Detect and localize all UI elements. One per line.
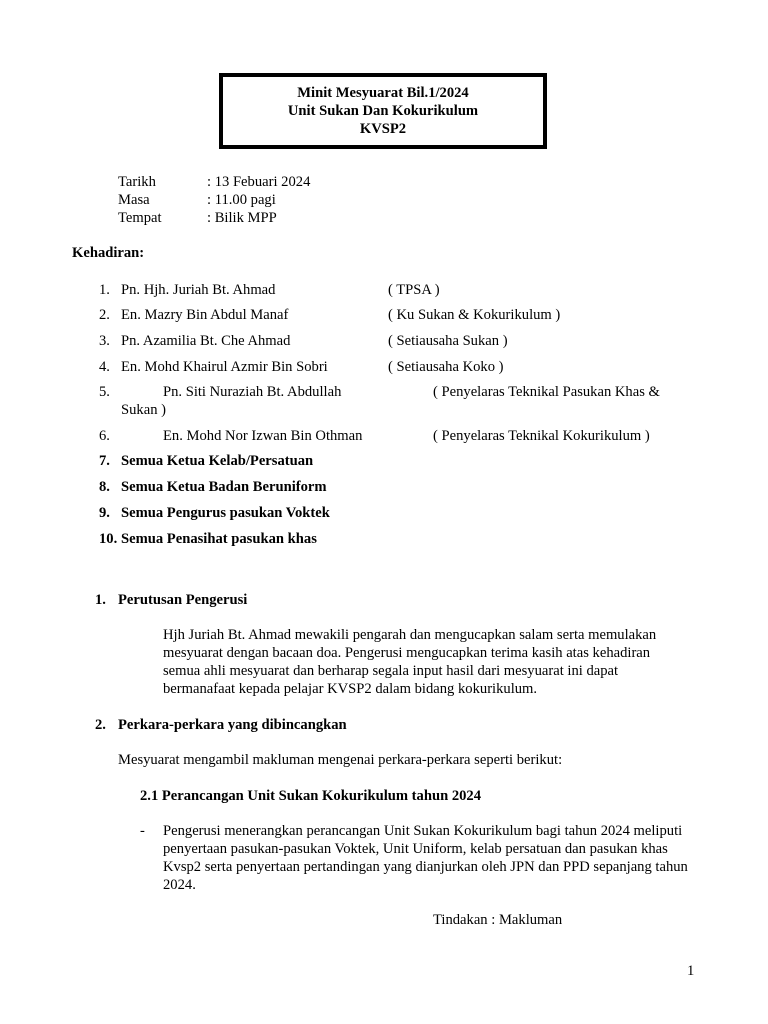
meta-label-time: Masa <box>118 192 150 208</box>
list-item-name: Pn. Hjh. Juriah Bt. Ahmad <box>121 282 276 298</box>
list-item-number: 10. <box>99 531 118 547</box>
list-item-name: Semua Pengurus pasukan Voktek <box>121 505 330 521</box>
attendance-heading: Kehadiran: <box>72 245 145 261</box>
title-line-1: Minit Mesyuarat Bil.1/2024 <box>297 85 469 101</box>
bullet-dash: - <box>140 823 145 839</box>
list-item-name: En. Mohd Nor Izwan Bin Othman <box>163 428 363 444</box>
list-item-number: 8. <box>99 479 110 495</box>
list-item-role-continued: Sukan ) <box>121 402 166 418</box>
list-item-name: Semua Ketua Badan Beruniform <box>121 479 327 495</box>
list-item-number: 3. <box>99 333 110 349</box>
list-item-number: 1. <box>99 282 110 298</box>
list-item-name: Pn. Azamilia Bt. Che Ahmad <box>121 333 291 349</box>
list-item-number: 7. <box>99 453 110 469</box>
meta-label-place: Tempat <box>118 210 162 226</box>
section-2-title: Perkara-perkara yang dibincangkan <box>118 717 347 733</box>
list-item-name: En. Mazry Bin Abdul Manaf <box>121 307 289 323</box>
meta-value-time: : 11.00 pagi <box>207 192 276 208</box>
meta-label-date: Tarikh <box>118 174 156 190</box>
list-item-role: ( TPSA ) <box>388 282 440 298</box>
section-1-body: Hjh Juriah Bt. Ahmad mewakili pengarah dan mengucapkan salam serta memulakan mesyuarat dengan bacaan doa. Pengerusi mengucapkan terima kasih atas kehadiran semua ahli mesyuarat dan berharap segala input hasil dari mesyuarat ini dapat bermanafaat kepada pelajar KVSP2 dalam bidang kokurikulum. <box>163 627 657 697</box>
list-item-name: Pn. Siti Nuraziah Bt. Abdullah <box>163 384 342 400</box>
title-line-2: Unit Sukan Dan Kokurikulum <box>287 103 479 119</box>
list-item-name: Semua Penasihat pasukan khas <box>121 531 317 547</box>
section-2-bullet-text: Pengerusi menerangkan perancangan Unit Sukan Kokurikulum bagi tahun 2024 meliputi penyertaan pasukan-pasukan Voktek, Unit Uniform, kelab persatuan dan pasukan khas Kvsp2 serta penyertaan pertandingan yang dianjurkan oleh JPN dan PPD sepanjang tahun 2024. <box>163 823 688 893</box>
section-2-intro: Mesyuarat mengambil makluman mengenai perkara-perkara seperti berikut: <box>118 752 563 768</box>
subsection-2-1-title: 2.1 Perancangan Unit Sukan Kokurikulum tahun 2024 <box>140 788 482 804</box>
list-item-role: ( Setiausaha Sukan ) <box>388 333 508 349</box>
list-item-role: ( Setiausaha Koko ) <box>388 359 504 375</box>
page-number: 1 <box>687 963 695 979</box>
list-item-number: 6. <box>99 428 110 444</box>
list-item-role: ( Ku Sukan & Kokurikulum ) <box>388 307 561 323</box>
meta-value-place: : Bilik MPP <box>207 210 277 226</box>
title-line-3: KVSP2 <box>359 121 407 137</box>
list-item-number: 4. <box>99 359 110 375</box>
action-note: Tindakan : Makluman <box>433 912 563 928</box>
list-item-name: Semua Ketua Kelab/Persatuan <box>121 453 314 469</box>
list-item-role: ( Penyelaras Teknikal Pasukan Khas & <box>433 384 660 400</box>
section-1-title: Perutusan Pengerusi <box>118 592 248 608</box>
list-item-number: 2. <box>99 307 110 323</box>
section-1-number: 1. <box>95 592 106 608</box>
title-box <box>219 73 547 149</box>
list-item-name: En. Mohd Khairul Azmir Bin Sobri <box>121 359 328 375</box>
list-item-number: 5. <box>99 384 110 400</box>
list-item-number: 9. <box>99 505 110 521</box>
meta-value-date: : 13 Febuari 2024 <box>207 174 311 190</box>
list-item-role: ( Penyelaras Teknikal Kokurikulum ) <box>433 428 650 444</box>
section-2-number: 2. <box>95 717 106 733</box>
